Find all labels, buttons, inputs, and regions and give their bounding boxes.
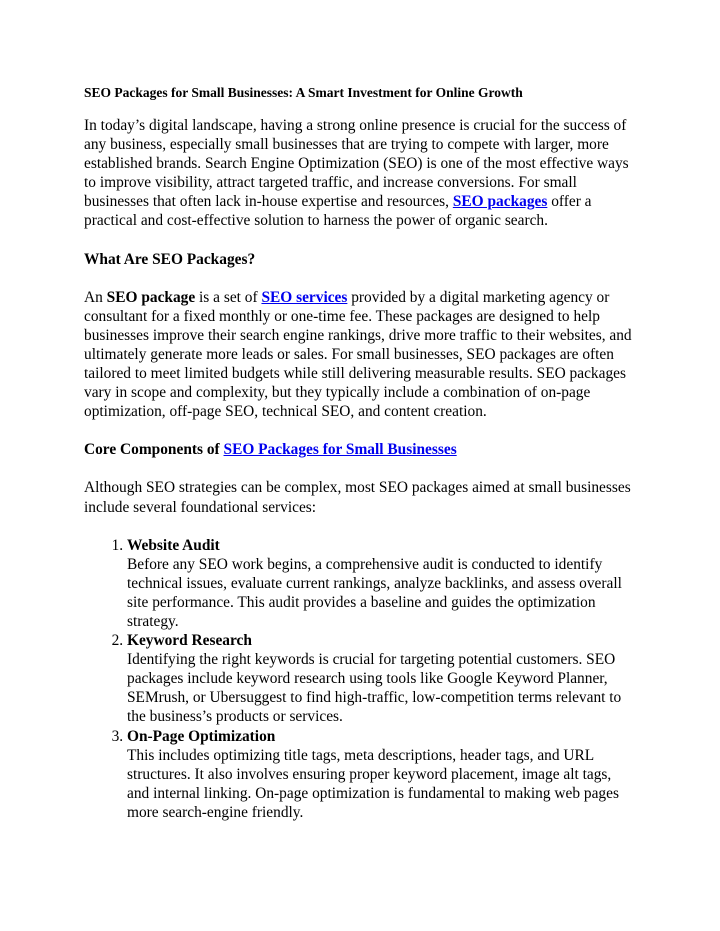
seo-package-bold-term: SEO package	[106, 288, 196, 306]
section2-intro-paragraph: Although SEO strategies can be complex, most SEO packages aimed at small businesses include several foundational services:	[84, 479, 631, 516]
section1-text-start: An	[84, 288, 107, 306]
seo-packages-small-businesses-link[interactable]: SEO Packages for Small Businesses	[223, 441, 457, 459]
intro-paragraph	[84, 116, 636, 231]
section1-text-end: provided by a digital marketing agency or consultant for a fixed monthly or one-time fee. These packages are designed to help businesses improve their search engine rankings, drive more traffic to their websites, and ultimately generate more leads or sales. For small businesses, SEO packages are often tailored to meet limited budgets while still delivering measurable results. SEO packages vary in scope and complexity, but they typically include a combination of on-page optimization, off-page SEO, technical SEO, and content creation.	[84, 288, 632, 421]
list-item-title: 1. Website Audit	[127, 536, 220, 554]
core-components-heading-prefix: Core Components of	[84, 441, 224, 459]
seo-packages-link[interactable]: SEO packages	[452, 193, 548, 211]
list-item-keyword-research	[127, 631, 636, 726]
intro-text-after-link: offer a practical and cost-effective solution to harness the power of organic search.	[84, 193, 592, 230]
section-heading-what-are-seo-packages: What Are SEO Packages?	[84, 250, 256, 268]
seo-services-link[interactable]: SEO services	[261, 288, 348, 306]
list-item-body: Identifying the right keywords is crucial for targeting potential customers. SEO packages include keyword research using tools like Google Keyword Planner, SEMrush, or Ubersuggest to find high-traffic, low-competition terms relevant to the business’s products or services.	[127, 651, 622, 726]
section1-paragraph	[84, 288, 636, 422]
document-title: SEO Packages for Small Businesses: A Smart Investment for Online Growth	[84, 85, 523, 100]
list-item-on-page-optimization	[127, 727, 636, 822]
list-item-website-audit	[127, 536, 636, 631]
document-page	[84, 84, 636, 822]
section-heading-core-components	[84, 440, 636, 459]
intro-text-before-link: In today’s digital landscape, having a strong online presence is crucial for the success of any business, especially small businesses that are trying to compete with larger, more established brands. Search Engine Optimization (SEO) is one of the most effective ways to improve visibility, attract targeted traffic, and increase conversions. For small businesses that often lack in-house expertise and resources,	[84, 117, 629, 211]
core-components-list	[84, 536, 636, 822]
list-item-body: Before any SEO work begins, a comprehensive audit is conducted to identify technical issues, evaluate current rankings, analyze backlinks, and assess overall site performance. This audit provides a baseline and guides the optimization strategy.	[127, 555, 622, 630]
list-item-title: 3. On-Page Optimization	[127, 727, 276, 745]
section1-text-mid: is a set of	[195, 288, 262, 306]
list-item-title: 2. Keyword Research	[127, 632, 252, 650]
list-item-body: This includes optimizing title tags, meta descriptions, header tags, and URL structures. It also involves ensuring proper keyword placement, image alt tags, and internal linking. On-page optimization is fundamental to making web pages more search-engine friendly.	[127, 746, 619, 821]
